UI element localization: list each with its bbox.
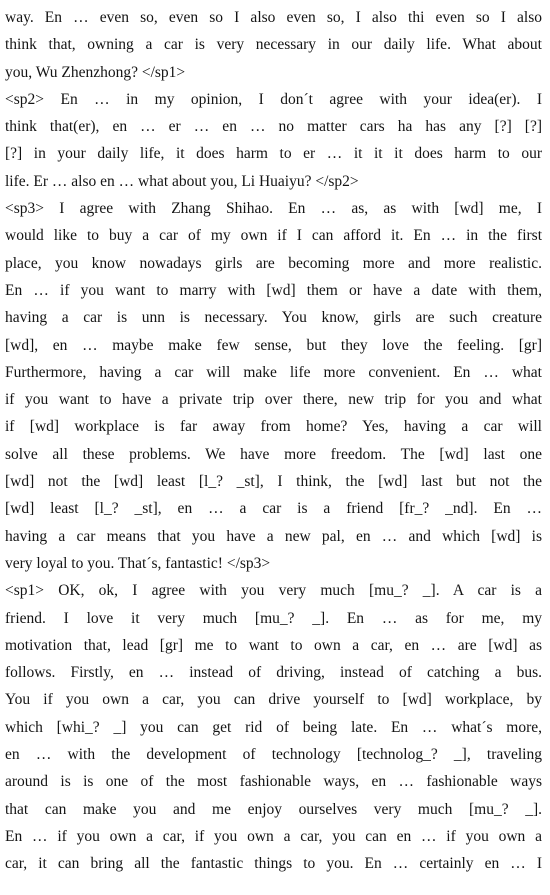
text-line: follows. Firstly, en … instead of driving, instead of catching a bus. xyxy=(5,664,542,682)
text-line: you, Wu Zhenzhong? </sp1> xyxy=(5,63,186,81)
text-line: think that(er), en … er … en … no matter cars ha has any [?] [?] xyxy=(5,118,542,136)
text-line: around is is one of the most fashionable ways, en … fashionable ways xyxy=(5,773,542,791)
text-line: motivation that, lead [gr] me to want to own a car, en … are [wd] as xyxy=(5,636,542,654)
text-line: life. Er … also en … what about you, Li Huaiyu? </sp2> xyxy=(5,172,359,190)
text-line: very loyal to you. That´s, fantastic! </sp3> xyxy=(5,554,271,572)
text-line: solve all these problems. We have more freedom. The [wd] last one xyxy=(5,445,542,463)
text-line: friend. I love it very much [mu_? _]. En … as for me, my xyxy=(5,609,542,627)
text-line: having a car means that you have a new pal, en … and which [wd] is xyxy=(5,527,542,545)
text-line: [?] in your daily life, it does harm to er … it it it does harm to our xyxy=(5,145,542,163)
text-line: Furthermore, having a car will make life more convenient. En … what xyxy=(5,363,542,381)
text-line: <sp3> I agree with Zhang Shihao. En … as, as with [wd] me, I xyxy=(5,200,542,218)
text-line: En … if you own a car, if you own a car, you can en … if you own a xyxy=(5,827,542,845)
text-line: En … if you want to marry with [wd] them or have a date with them, xyxy=(5,281,542,299)
text-line: en … with the development of technology [technolog_? _], traveling xyxy=(5,746,542,764)
text-line: if [wd] workplace is far away from home? Yes, having a car will xyxy=(5,418,542,436)
text-line: [wd] least [l_? _st], en … a car is a friend [fr_? _nd]. En … xyxy=(5,500,542,518)
text-line: way. En … even so, even so I also even so, I also thi even so I also xyxy=(5,9,542,26)
text-line: place, you know nowadays girls are becoming more and more realistic. xyxy=(5,254,542,272)
text-line: <sp2> En … in my opinion, I don´t agree with your idea(er). I xyxy=(5,90,542,108)
text-line: having a car is unn is necessary. You know, girls are such creature xyxy=(5,309,542,327)
text-line: You if you own a car, you can drive yourself to [wd] workplace, by xyxy=(5,691,542,709)
text-line: that can make you and me enjoy ourselves very much [mu_? _]. xyxy=(5,800,542,818)
text-line: [wd] not the [wd] least [l_? _st], I think, the [wd] last but not the xyxy=(5,473,542,491)
text-line: <sp1> OK, ok, I agree with you very much [mu_? _]. A car is a xyxy=(5,582,542,600)
text-line: [wd], en … maybe make few sense, but they love the feeling. [gr] xyxy=(5,336,542,354)
text-line: car, it can bring all the fantastic things to you. En … certainly en … I xyxy=(5,855,542,873)
text-line: would like to buy a car of my own if I can afford it. En … in the first xyxy=(5,227,542,245)
text-line: think that, owning a car is very necessary in our daily life. What about xyxy=(5,36,542,54)
text-line: which [whi_? _] you can get rid of being late. En … what´s more, xyxy=(5,718,542,736)
text-line: if you want to have a private trip over there, new trip for you and what xyxy=(5,391,542,409)
